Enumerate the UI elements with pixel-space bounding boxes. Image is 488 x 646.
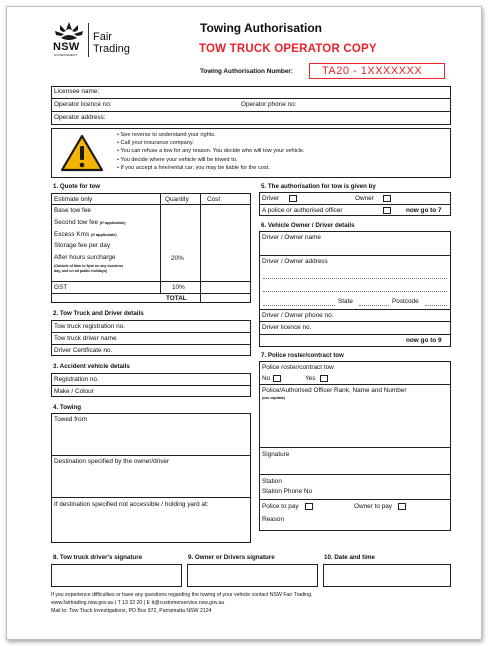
- auth-number-value: TA20 - 1XXXXXXX: [322, 65, 423, 77]
- towed-from-field[interactable]: Towed from: [54, 416, 88, 423]
- quote-heading: 1. Quote for tow: [53, 183, 101, 190]
- row-after-hours-pct: 20%: [171, 255, 184, 262]
- nsw-logo: [51, 21, 141, 57]
- towing-heading: 4. Towing: [53, 404, 82, 411]
- owner-to-pay-label: Owner to pay: [354, 503, 393, 510]
- owner-driver-divider-3: [259, 321, 451, 322]
- police-roster-label: Police roster/contract tow: [262, 364, 334, 371]
- police-no-label: No: [262, 375, 271, 382]
- address-dotted-line-3: [263, 305, 335, 306]
- authorisation-heading: 5. The authorisation for tow is given by: [261, 183, 376, 190]
- tow-truck-driver-name-field[interactable]: Tow truck driver name: [54, 335, 117, 342]
- auth-number-box: [309, 63, 445, 79]
- auth-owner-label: Owner: [355, 195, 374, 202]
- state-label: State: [338, 298, 353, 305]
- row-second-tow: [54, 219, 126, 227]
- accident-divider: [51, 385, 251, 386]
- driver-signature-heading: 8. Tow truck driver's signature: [53, 554, 143, 561]
- warning-line-3: • You can refuse a tow for any reason. You decide who will tow your vehicle.: [117, 148, 305, 155]
- row-second-note: (if applicable): [99, 220, 126, 225]
- owner-name-field[interactable]: Driver / Owner name: [262, 234, 321, 241]
- accident-make-colour-field[interactable]: Make / Colour: [54, 388, 94, 395]
- operator-phone-label[interactable]: Operator phone no:: [241, 101, 297, 108]
- row-storage-fee: Storage fee per day: [54, 242, 111, 249]
- address-dotted-line-2: [263, 291, 447, 292]
- owner-phone-field[interactable]: Driver / Owner phone no.: [262, 312, 334, 319]
- operator-address-label[interactable]: Operator address:: [54, 114, 106, 121]
- auth-number-label: Towing Authorisation Number:: [200, 68, 294, 75]
- police-divider-1: [259, 384, 451, 385]
- footer-line-3: Mail to: Tow Truck Investigations, PO Box 972, Parramatta NSW 2124: [51, 608, 212, 614]
- logo-trading-text: Trading: [93, 43, 130, 55]
- tow-truck-divider-2: [51, 344, 251, 345]
- police-divider-4: [259, 499, 451, 500]
- officer-use-capitals-note: (use capitals): [262, 396, 285, 400]
- auth-driver-label: Driver: [262, 195, 280, 202]
- date-time-heading: 10. Date and time: [324, 554, 375, 561]
- row-excess-note: (if applicable): [90, 232, 117, 237]
- police-heading: 7. Police roster/contract tow: [261, 352, 344, 359]
- police-divider-3: [259, 474, 451, 475]
- warning-line-4: • You decide where your vehicle will be towed to.: [117, 156, 238, 163]
- date-time-box[interactable]: [323, 564, 451, 587]
- owner-driver-divider-1: [259, 255, 451, 256]
- licensee-divider-1: [51, 98, 451, 99]
- reason-field[interactable]: Reason: [262, 516, 285, 523]
- tow-truck-divider-1: [51, 332, 251, 333]
- licensee-divider-2: [51, 111, 451, 112]
- logo-nsw-text: NSW: [53, 41, 80, 53]
- towing-divider-1: [51, 455, 251, 456]
- postcode-label: Postcode: [392, 298, 419, 305]
- auth-go-to-7: now go to 7: [406, 207, 442, 214]
- footer-line-1: If you experience difficulties or have any questions regarding the towing of your vehicle contact NSW Fair Trading.: [51, 592, 313, 598]
- owner-go-to-9: now go to 9: [406, 337, 442, 344]
- row-excess-label: Excess Kms: [54, 231, 90, 238]
- police-signature-field[interactable]: Signature: [262, 451, 290, 458]
- accident-registration-field[interactable]: Registration no.: [54, 376, 99, 383]
- holding-yard-field[interactable]: If destination specified not accessible / holding yard at:: [54, 501, 209, 508]
- towing-authorisation-form: [6, 6, 482, 640]
- authorisation-divider: [259, 204, 451, 205]
- warning-line-1: • See reverse to understand your rights.: [117, 132, 216, 138]
- row-excess-kms: [54, 231, 117, 239]
- col-estimate-header: Estimate only: [54, 196, 93, 203]
- station-phone-field[interactable]: Station Phone No: [262, 488, 313, 495]
- licensee-name-label[interactable]: Licensee name:: [54, 88, 100, 95]
- towing-table: [51, 413, 251, 543]
- form-title: Towing Authorisation: [200, 21, 322, 35]
- logo-fair-text: Fair: [93, 31, 112, 43]
- footer-line-2: www.fairtrading.nsw.gov.au | T 13 32 20 | E tt@customerservice.nsw.gov.au: [51, 600, 225, 606]
- auth-driver-checkbox[interactable]: [289, 195, 297, 202]
- police-to-pay-label: Police to pay: [262, 503, 299, 510]
- logo-divider: [88, 23, 89, 57]
- quote-col-divider-1: [160, 193, 161, 294]
- police-yes-checkbox[interactable]: [320, 375, 328, 382]
- col-quantity-header: Quantity: [165, 196, 189, 203]
- operator-licence-label[interactable]: Operator licence no:: [54, 101, 112, 108]
- quote-header-divider: [51, 204, 251, 205]
- police-to-pay-checkbox[interactable]: [305, 503, 313, 510]
- row-total: TOTAL: [166, 295, 187, 302]
- tow-truck-heading: 2. Tow Truck and Driver details: [53, 310, 144, 317]
- row-after-hours-note-2: day, and on all public holidays): [54, 269, 108, 273]
- auth-police-checkbox[interactable]: [383, 207, 391, 214]
- quote-gst-divider: [51, 281, 251, 282]
- row-after-hours-note-1: (Outside of 8am to 5pm on any business: [54, 264, 124, 268]
- police-no-checkbox[interactable]: [273, 375, 281, 382]
- station-field[interactable]: Station: [262, 478, 282, 485]
- warning-text: [117, 132, 305, 172]
- owner-driver-divider-4: [259, 334, 451, 335]
- owner-driver-divider-2: [259, 309, 451, 310]
- officer-rank-name-field[interactable]: Police/Authorised Officer Rank, Name and Number: [262, 387, 407, 394]
- owner-address-field[interactable]: Driver / Owner address: [262, 258, 328, 265]
- driver-certificate-field[interactable]: Driver Certificate no.: [54, 347, 113, 354]
- col-cost-header: Cost: [207, 196, 221, 203]
- owner-signature-heading: 9. Owner or Drivers signature: [188, 554, 275, 561]
- auth-police-label: A police or authorised officer: [262, 207, 343, 214]
- row-after-hours: After hours surcharge: [54, 254, 116, 261]
- logo-government-text: GOVERNMENT: [54, 53, 78, 57]
- row-gst: GST: [54, 284, 68, 291]
- form-subtitle: TOW TRUCK OPERATOR COPY: [199, 43, 377, 55]
- auth-owner-checkbox[interactable]: [383, 195, 391, 202]
- owner-driver-heading: 6. Vehicle Owner / Driver details: [261, 222, 355, 229]
- footer: [51, 592, 312, 615]
- accident-heading: 3. Accident vehicle details: [53, 363, 130, 370]
- quote-col-divider-2: [200, 193, 201, 303]
- row-second-label: Second tow fee: [54, 219, 99, 226]
- row-gst-pct: 10%: [172, 284, 185, 291]
- owner-signature-box[interactable]: [187, 564, 318, 587]
- postcode-dotted-line: [425, 305, 447, 306]
- police-yes-label: Yes: [305, 375, 316, 382]
- towing-divider-2: [51, 497, 251, 498]
- warning-triangle-icon: [60, 134, 104, 172]
- quote-total-divider: [51, 293, 251, 294]
- tow-truck-registration-field[interactable]: Tow truck registration no.: [54, 323, 126, 330]
- state-dotted-line: [359, 305, 389, 306]
- warning-line-2: • Call your insurance company.: [117, 140, 194, 147]
- driver-signature-box[interactable]: [51, 564, 182, 587]
- address-dotted-line-1: [263, 278, 447, 279]
- owner-to-pay-checkbox[interactable]: [398, 503, 406, 510]
- waratah-icon: [51, 21, 87, 43]
- warning-line-5: • If you accept a hire/rental car, you may be liable for the cost.: [117, 164, 270, 171]
- police-divider-2: [259, 447, 451, 448]
- driver-licence-field[interactable]: Driver licence no.: [262, 324, 312, 331]
- row-base-tow: Base tow fee: [54, 207, 91, 214]
- destination-field[interactable]: Destination specified by the owner/driver: [54, 458, 170, 465]
